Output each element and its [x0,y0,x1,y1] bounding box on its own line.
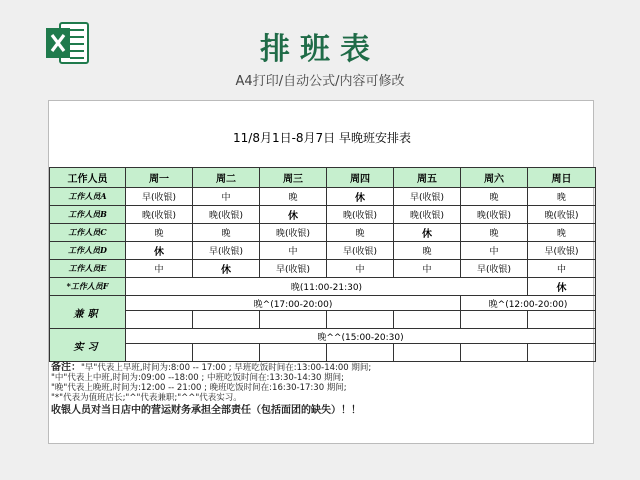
table-row [50,188,596,206]
table-cell[interactable]: 晚 [260,188,327,206]
table-cell[interactable] [394,311,461,329]
header-row [50,168,596,188]
table-cell[interactable] [461,311,528,329]
table-cell[interactable] [327,344,394,362]
column-header: 周三 [260,168,327,188]
table-cell[interactable]: 晚 [461,224,528,242]
table-cell[interactable] [528,311,596,329]
table-cell[interactable]: 休 [260,206,327,224]
table-cell[interactable] [327,311,394,329]
column-header: 周六 [461,168,528,188]
table-cell[interactable]: 晚(收银) [193,206,260,224]
staff-name: 实习 [50,329,126,362]
table-cell[interactable]: 早(收银) [260,260,327,278]
table-cell[interactable]: 晚(收银) [394,206,461,224]
table-cell-merged[interactable]: 晚^(17:00-20:00) [126,296,461,311]
table-cell[interactable] [126,344,193,362]
table-cell[interactable] [193,311,260,329]
table-cell[interactable] [461,344,528,362]
table-cell[interactable]: 中 [461,242,528,260]
table-cell[interactable]: 中 [126,260,193,278]
page-title: 排班表 [260,32,380,67]
table-cell[interactable]: 休 [126,242,193,260]
table-cell[interactable]: 晚 [528,224,596,242]
table-row [50,278,596,296]
table-cell[interactable] [126,311,193,329]
table-row [50,224,596,242]
table-cell[interactable] [394,344,461,362]
notes-line: "*"代表为值班店长;"^"代表兼职;"^^"代表实习。 [51,393,242,403]
table-cell[interactable]: 休 [193,260,260,278]
schedule-sheet [48,100,594,444]
schedule-table [49,167,596,362]
column-header: 周二 [193,168,260,188]
table-cell-merged[interactable]: 晚(11:00-21:30) [126,278,528,296]
table-row [50,344,596,362]
table-row [50,206,596,224]
table-cell[interactable]: 中 [394,260,461,278]
table-row [50,311,596,329]
table-cell[interactable]: 休 [394,224,461,242]
table-row [50,260,596,278]
staff-name: 工作人员C [50,224,126,242]
staff-name: 工作人员D [50,242,126,260]
table-cell[interactable]: 晚 [528,188,596,206]
table-cell[interactable]: 晚(收银) [461,206,528,224]
table-cell[interactable] [260,344,327,362]
table-cell[interactable] [193,344,260,362]
table-cell[interactable]: 休 [327,188,394,206]
staff-name: 工作人员A [50,188,126,206]
notes-line: "中"代表上中班,时间为:09:00 --18:00 ; 中班吃饭时间在:13:30-14:30 期间; [51,373,344,383]
notes-line: 备注："早"代表上早班,时间为:8:00 -- 17:00 ; 早班吃饭时间在:13:00-14:00 期间; [51,362,372,373]
table-cell[interactable]: 早(收银) [528,242,596,260]
column-header: 周四 [327,168,394,188]
table-cell-merged[interactable]: 晚^(12:00-20:00) [461,296,596,311]
staff-name: 工作人员E [50,260,126,278]
table-cell[interactable]: 晚(收银) [528,206,596,224]
table-cell[interactable]: 晚 [327,224,394,242]
page-subtitle: A4打印/自动公式/内容可修改 [235,74,405,89]
notes-label: 备注： [51,362,81,373]
table-cell[interactable]: 早(收银) [394,188,461,206]
table-cell[interactable]: 中 [193,188,260,206]
table-cell[interactable]: 晚(收银) [260,224,327,242]
table-row [50,242,596,260]
table-cell[interactable]: 晚(收银) [327,206,394,224]
table-cell[interactable]: 晚 [126,224,193,242]
cashier-responsibility-note: 收银人员对当日店中的营运财务承担全部责任（包括面团的缺失）！！ [51,405,361,416]
notes-line: "晚"代表上晚班,时间为:12:00 -- 21:00 ; 晚班吃饭时间在:16:30-17:30 期间; [51,383,347,393]
table-cell[interactable]: 早(收银) [126,188,193,206]
column-header: 周日 [528,168,596,188]
table-cell[interactable]: 中 [528,260,596,278]
column-header: 工作人员 [50,168,126,188]
table-cell[interactable]: 晚 [394,242,461,260]
table-cell[interactable]: 晚 [461,188,528,206]
staff-name: *工作人员F [50,278,126,296]
table-cell[interactable]: 晚 [193,224,260,242]
table-row [50,329,596,344]
staff-name: 兼职 [50,296,126,329]
table-cell[interactable]: 早(收银) [461,260,528,278]
table-cell-merged[interactable]: 晚^^(15:00-20:30) [126,329,596,344]
column-header: 周五 [394,168,461,188]
table-cell[interactable]: 中 [327,260,394,278]
table-cell[interactable]: 休 [528,278,596,296]
table-cell[interactable] [260,311,327,329]
table-cell[interactable]: 中 [260,242,327,260]
column-header: 周一 [126,168,193,188]
table-row [50,296,596,311]
notes-section [51,363,593,418]
sheet-title: 11/8月1日-8月7日 早晚班安排表 [233,131,411,145]
table-cell[interactable]: 早(收银) [327,242,394,260]
table-cell[interactable]: 晚(收银) [126,206,193,224]
table-cell[interactable]: 早(收银) [193,242,260,260]
table-cell[interactable] [528,344,596,362]
staff-name: 工作人员B [50,206,126,224]
